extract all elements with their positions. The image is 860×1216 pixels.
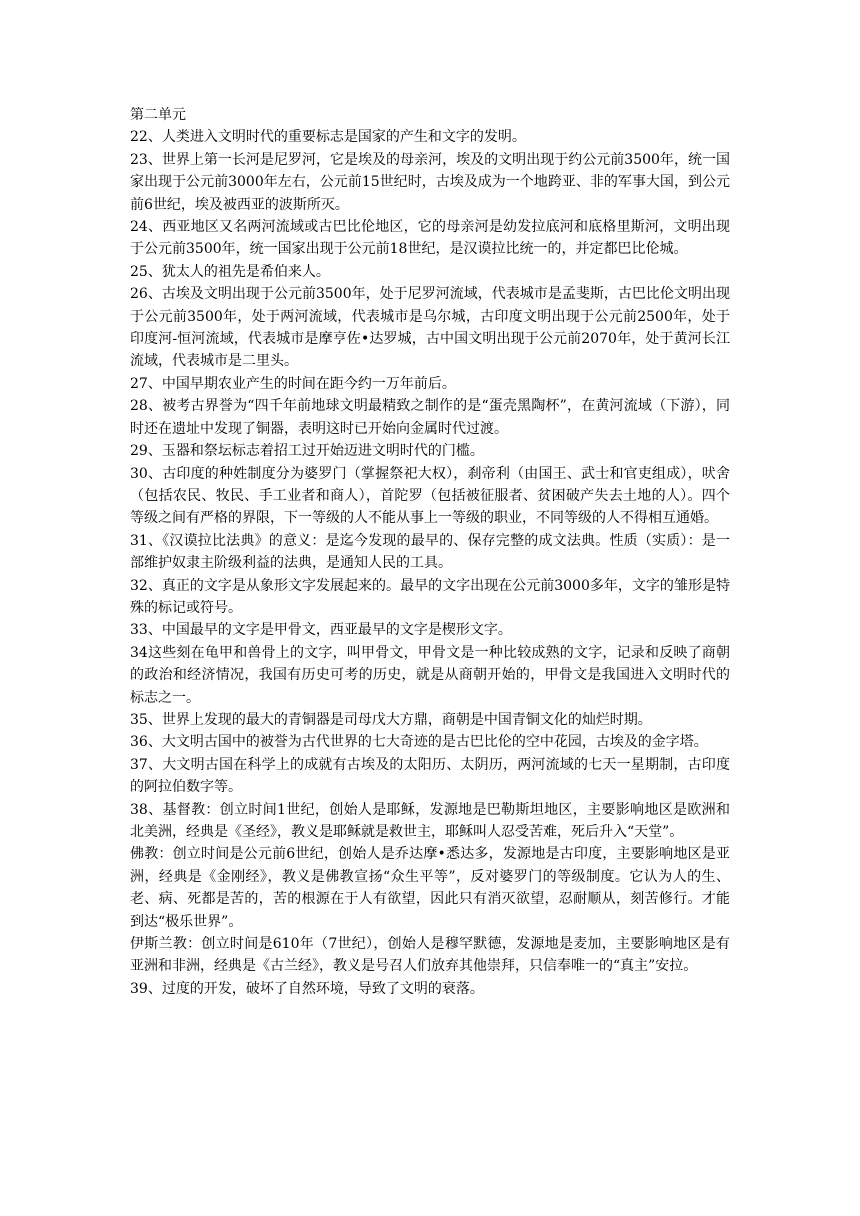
- paragraph-36: 36、大文明古国中的被誉为古代世界的七大奇迹的是古巴比伦的空中花园，古埃及的金字塔。: [130, 734, 708, 751]
- paragraph-32: 32、真正的文字是从象形文字发展起来的。最早的文字出现在公元前3000多年，文字的雏形是特殊的标记或符号。: [130, 577, 730, 616]
- paragraph-34: 34这些刻在龟甲和兽骨上的文字，叫甲骨文，甲骨文是一种比较成熟的文字，记录和反映了商朝的政治和经济情况，我国有历史可考的历史，就是从商朝开始的，甲骨文是我国进入文明时代的标志之一。: [130, 644, 730, 706]
- paragraph-33: 33、中国最早的文字是甲骨文，西亚最早的文字是楔形文字。: [130, 622, 512, 639]
- paragraph-30: 30、古印度的种姓制度分为婆罗门（掌握祭祀大权），刹帝利（由国王、武士和官吏组成），吠舍（包括农民、牧民、手工业者和商人），首陀罗（包括被征服者、贫困破产失去土地的人）。四个等级之间有严格的界限，下一等级的人不能从事上一等级的职业，不同等级的人不得相互通婚。: [130, 465, 730, 527]
- paragraph-29: 29、玉器和祭坛标志着招工过开始迈进文明时代的门槛。: [130, 443, 484, 460]
- paragraph-39: 39、过度的开发，破坏了自然环境，导致了文明的衰落。: [130, 980, 484, 997]
- paragraph-26: 26、古埃及文明出现于公元前3500年，处于尼罗河流域，代表城市是孟斐斯，古巴比伦文明出现于公元前3500年，处于两河流域，代表城市是乌尔城，古印度文明出现于公元前2500年，处于印度河-恒河流域，代表城市是摩亨佐•达罗城，古中国文明出现于公元前2070年，处于黄河长江流域，代表城市是二里头。: [130, 286, 730, 370]
- paragraph-38-christianity: 38、基督教：创立时间1世纪，创始人是耶稣，发源地是巴勒斯坦地区，主要影响地区是欧洲和北美洲，经典是《圣经》，教义是耶稣就是救世主，耶稣叫人忍受苦难，死后升入“天堂”。: [130, 801, 730, 840]
- paragraph-23: 23、世界上第一长河是尼罗河，它是埃及的母亲河，埃及的文明出现于约公元前3500年，统一国家出现于公元前3000年左右，公元前15世纪时，古埃及成为一个地跨亚、非的军事大国，到公元前6世纪，埃及被西亚的波斯所灭。: [130, 151, 730, 213]
- paragraph-31: 31、《汉谟拉比法典》的意义：是迄今发现的最早的、保存完整的成文法典。性质（实质）：是一部维护奴隶主阶级利益的法典，是通知人民的工具。: [130, 532, 730, 572]
- paragraph-37: 37、大文明古国在科学上的成就有古埃及的太阳历、太阴历，两河流域的七天一星期制，古印度的阿拉伯数字等。: [130, 756, 730, 796]
- paragraph-27: 27、中国早期农业产生的时间在距今约一万年前后。: [130, 375, 456, 392]
- paragraph-24: 24、西亚地区又名两河流域或古巴比伦地区，它的母亲河是幼发拉底河和底格里斯河，文明出现于公元前3500年，统一国家出现于公元前18世纪，是汉谟拉比统一的，并定都巴比伦城。: [130, 219, 730, 258]
- paragraph-38-buddhism: 佛教：创立时间是公元前6世纪，创始人是乔达摩•悉达多，发源地是古印度，主要影响地区是亚洲，经典是《金刚经》，教义是佛教宣扬“众生平等”，反对婆罗门的等级制度。它认为人的生、老、病、死都是苦的，苦的根源在于人有欲望，因此只有消灭欲望，忍耐顺从，刻苦修行。才能到达“极乐世界”。: [130, 846, 730, 930]
- paragraph-35: 35、世界上发现的最大的青铜器是司母戊大方鼎，商朝是中国青铜文化的灿烂时期。: [130, 711, 652, 728]
- document-body: [130, 104, 730, 1000]
- section-heading: 第二单元: [130, 107, 186, 123]
- paragraph-38-islam: 伊斯兰教：创立时间是610年（7世纪），创始人是穆罕默德，发源地是麦加，主要影响地区是有亚洲和非洲，经典是《古兰经》，教义是号召人们放弃其他崇拜，只信奉唯一的“真主”安拉。: [130, 936, 730, 975]
- paragraph-22: 22、人类进入文明时代的重要标志是国家的产生和文字的发明。: [130, 129, 526, 146]
- paragraph-28: 28、被考古界誉为“四千年前地球文明最精致之制作的是“蛋壳黑陶杯”，在黄河流域（下游），同时还在遗址中发现了铜器，表明这时已开始向金属时代过渡。: [130, 398, 730, 437]
- paragraph-25: 25、犹太人的祖先是希伯来人。: [130, 263, 330, 280]
